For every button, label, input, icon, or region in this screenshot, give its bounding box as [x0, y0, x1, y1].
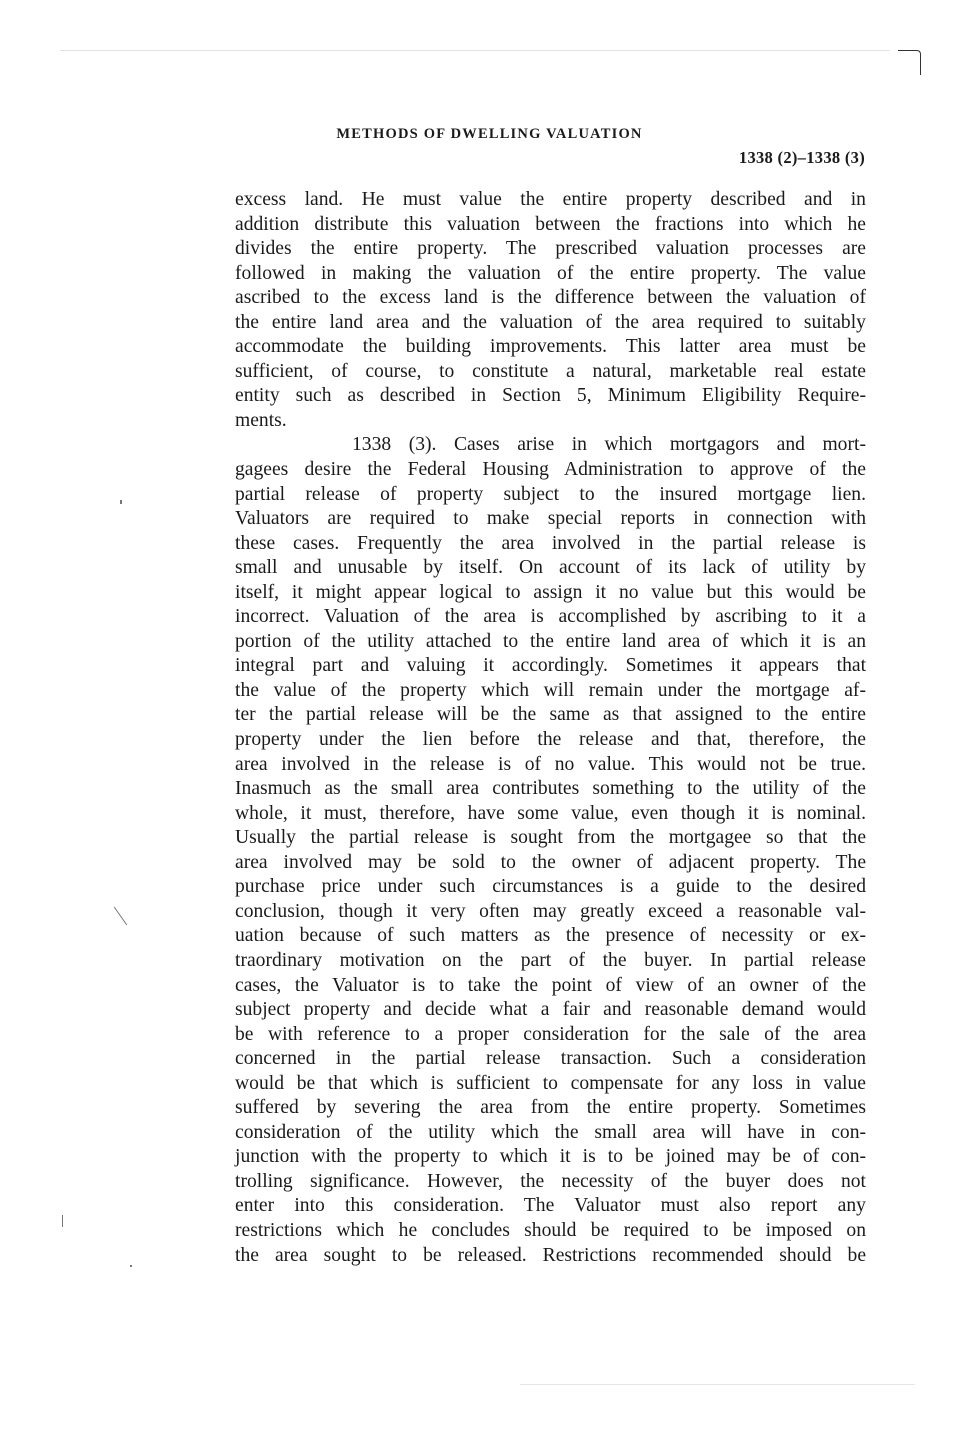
paragraph-2	[235, 433, 866, 1268]
text-line: property under the lien before the release and that, therefore, the	[235, 729, 866, 751]
text-line: would be that which is sufficient to compensate for any loss in value	[235, 1072, 866, 1094]
text-line: Inasmuch as the small area contributes something to the utility of the	[235, 778, 866, 800]
text-line: addition distribute this valuation between the fractions into which he	[235, 213, 866, 235]
text-line: uation because of such matters as the presence of necessity or ex-	[235, 925, 866, 947]
text-line: the entire land area and the valuation of the area required to suitably	[235, 311, 866, 333]
text-line: followed in making the valuation of the entire property. The value	[235, 262, 866, 284]
running-head: METHODS OF DWELLING VALUATION	[336, 126, 643, 142]
text-line: junction with the property to which it is to be joined may be of con-	[235, 1146, 867, 1168]
text-line: Valuators are required to make special reports in connection with	[235, 508, 867, 530]
text-line: divides the entire property. The prescribed valuation processes are	[235, 238, 866, 260]
scan-speck	[114, 907, 127, 926]
text-line: excess land. He must value the entire property described and in	[235, 189, 866, 210]
text-line: whole, it must, therefore, have some value, even though it is nominal.	[235, 802, 867, 824]
paragraph-1	[235, 188, 866, 433]
text-line: enter into this consideration. The Valuator must also report any	[235, 1195, 866, 1217]
text-line: Usually the partial release is sought from the mortgagee so that the	[235, 827, 867, 849]
text-line: integral part and valuing it accordingly. Sometimes it appears that	[235, 655, 867, 677]
text-line: area involved in the release is of no value. This would not be true.	[235, 753, 866, 775]
scan-corner-mark	[898, 50, 921, 75]
scan-edge-bottom	[520, 1384, 915, 1385]
text-line: the value of the property which will remain under the mortgage af-	[235, 679, 866, 701]
section-reference: 1338 (2)–1338 (3)	[738, 148, 865, 167]
text-line: concerned in the partial release transaction. Such a consideration	[235, 1048, 867, 1070]
text-line: trolling significance. However, the necessity of the buyer does not	[235, 1170, 866, 1192]
text-line: ments.	[235, 409, 287, 431]
text-line: accommodate the building improvements. This latter area must be	[235, 336, 866, 358]
text-line: conclusion, though it very often may greatly exceed a reasonable val-	[235, 900, 867, 922]
text-line: consideration of the utility which the small area will have in con-	[235, 1121, 867, 1143]
scan-speck	[62, 1215, 63, 1227]
text-line: the area sought to be released. Restrictions recommended should be	[235, 1244, 867, 1266]
text-line: itself, it might appear logical to assign it no value but this would be	[235, 581, 866, 603]
text-line: area involved may be sold to the owner of adjacent property. The	[235, 851, 867, 873]
text-line: subject property and decide what a fair and reasonable demand would	[235, 999, 867, 1021]
text-line: suffered by severing the area from the entire property. Sometimes	[235, 1097, 866, 1119]
scan-speck	[130, 1265, 132, 1267]
text-line: sufficient, of course, to constitute a natural, marketable real estate	[235, 360, 866, 382]
scan-speck	[120, 500, 122, 504]
text-line: small and unusable by itself. On account of its lack of utility by	[235, 557, 866, 579]
text-line: ter the partial release will be the same as that assigned to the entire	[235, 704, 867, 726]
body-text	[235, 188, 866, 1268]
text-line: these cases. Frequently the area involved in the partial release is	[235, 532, 866, 554]
text-line: 1338 (3). Cases arise in which mortgagors and mort-	[352, 434, 866, 456]
text-line: cases, the Valuator is to take the point of view of an owner of the	[235, 974, 867, 996]
text-line: portion of the utility attached to the entire land area of which it is an	[235, 630, 867, 652]
text-line: partial release of property subject to the insured mortgage lien.	[235, 483, 866, 505]
text-line: entity such as described in Section 5, Minimum Eligibility Require-	[235, 385, 867, 407]
text-line: restrictions which he concludes should be required to be imposed on	[235, 1219, 867, 1241]
text-line: gagees desire the Federal Housing Administration to approve of the	[235, 459, 866, 481]
scan-edge-top	[60, 50, 890, 51]
text-line: incorrect. Valuation of the area is accomplished by ascribing to it a	[235, 606, 866, 628]
text-line: be with reference to a proper consideration for the sale of the area	[235, 1023, 867, 1045]
text-line: purchase price under such circumstances is a guide to the desired	[235, 876, 867, 898]
text-line: traordinary motivation on the part of the buyer. In partial release	[235, 949, 866, 971]
text-line: ascribed to the excess land is the difference between the valuation of	[235, 287, 866, 309]
